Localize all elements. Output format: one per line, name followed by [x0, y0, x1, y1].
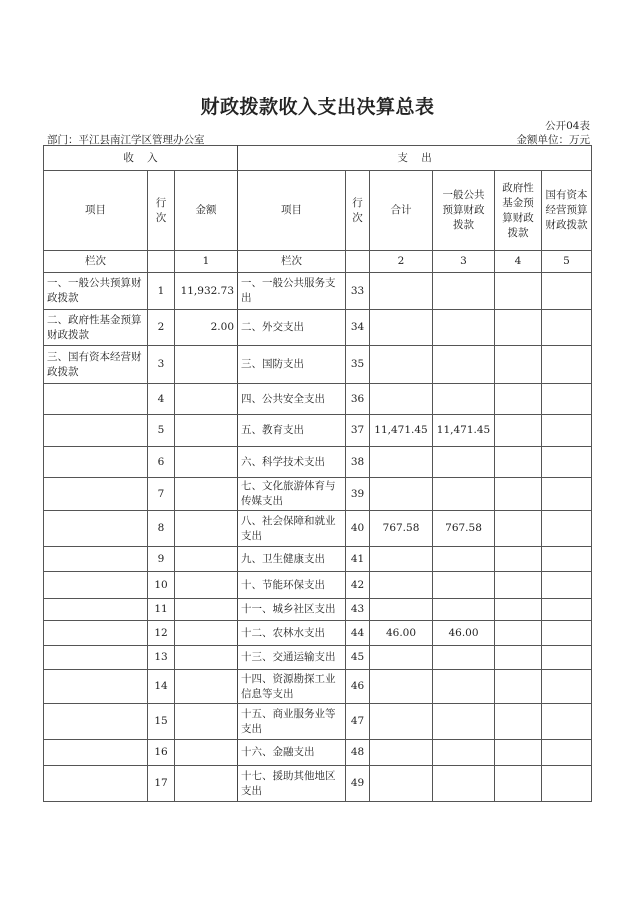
fund-cell	[495, 646, 542, 670]
income-item-cell: 一、一般公共预算财政拨款	[44, 273, 148, 310]
state-capital-cell	[542, 511, 592, 547]
income-item-cell	[44, 384, 148, 415]
state-capital-cell	[542, 384, 592, 415]
income-item-cell	[44, 511, 148, 547]
empty-cell	[148, 251, 175, 273]
income-item-cell	[44, 447, 148, 478]
state-capital-cell	[542, 646, 592, 670]
table-row	[44, 511, 592, 547]
table-row	[44, 766, 592, 802]
expense-item-cell: 十三、交通运输支出	[238, 646, 346, 670]
state-capital-cell	[542, 273, 592, 310]
expense-item-cell: 三、国防支出	[238, 346, 346, 384]
table-row	[44, 415, 592, 447]
fund-cell	[495, 547, 542, 572]
total-cell	[370, 670, 433, 704]
income-row-cell: 1	[148, 273, 175, 310]
total-cell	[370, 599, 433, 621]
state-capital-cell	[542, 447, 592, 478]
income-row-cell: 4	[148, 384, 175, 415]
fund-cell	[495, 415, 542, 447]
fund-cell	[495, 384, 542, 415]
general-cell	[433, 572, 495, 599]
general-cell	[433, 599, 495, 621]
expense-row-cell: 39	[346, 478, 370, 511]
total-cell	[370, 766, 433, 802]
income-row-cell: 17	[148, 766, 175, 802]
income-row-cell: 14	[148, 670, 175, 704]
general-cell	[433, 704, 495, 740]
table-row	[44, 310, 592, 346]
expense-item-cell: 十四、资源勘探工业信息等支出	[238, 670, 346, 704]
expense-item-cell: 六、科学技术支出	[238, 447, 346, 478]
general-cell	[433, 646, 495, 670]
fund-cell	[495, 447, 542, 478]
income-row-cell: 3	[148, 346, 175, 384]
income-row-cell: 9	[148, 547, 175, 572]
expense-row-cell: 41	[346, 547, 370, 572]
fund-cell	[495, 346, 542, 384]
general-cell	[433, 346, 495, 384]
income-item-cell	[44, 547, 148, 572]
expense-item-cell: 七、文化旅游体育与传媒支出	[238, 478, 346, 511]
state-capital-cell	[542, 670, 592, 704]
income-amount-header: 金额	[175, 171, 238, 251]
income-header: 收 入	[44, 146, 238, 171]
income-row-cell: 11	[148, 599, 175, 621]
general-cell: 767.58	[433, 511, 495, 547]
total-cell	[370, 384, 433, 415]
income-row-cell: 2	[148, 310, 175, 346]
general-cell	[433, 740, 495, 766]
income-amount-cell	[175, 740, 238, 766]
expense-item-cell: 十五、商业服务业等支出	[238, 704, 346, 740]
fund-index: 4	[495, 251, 542, 273]
income-amount-cell	[175, 599, 238, 621]
expense-item-cell: 十一、城乡社区支出	[238, 599, 346, 621]
expense-item-header: 项目	[238, 171, 346, 251]
income-row-cell: 7	[148, 478, 175, 511]
total-cell	[370, 310, 433, 346]
state-capital-cell	[542, 766, 592, 802]
department-label: 部门：平江县南江学区管理办公室	[47, 134, 205, 146]
income-amount-cell	[175, 447, 238, 478]
income-amount-cell	[175, 646, 238, 670]
fund-cell	[495, 599, 542, 621]
table-row	[44, 704, 592, 740]
income-row-cell: 16	[148, 740, 175, 766]
state-capital-cell	[542, 478, 592, 511]
general-cell	[433, 447, 495, 478]
table-row	[44, 621, 592, 646]
table-row	[44, 273, 592, 310]
expense-item-cell: 八、社会保障和就业支出	[238, 511, 346, 547]
total-cell: 767.58	[370, 511, 433, 547]
total-cell	[370, 572, 433, 599]
table-row	[44, 447, 592, 478]
section-header-row	[44, 146, 592, 171]
expense-row-cell: 45	[346, 646, 370, 670]
income-item-cell	[44, 478, 148, 511]
income-item-cell	[44, 646, 148, 670]
income-item-cell	[44, 621, 148, 646]
expense-row-header: 行次	[346, 171, 370, 251]
state-capital-cell	[542, 310, 592, 346]
table-row	[44, 346, 592, 384]
income-row-cell: 6	[148, 447, 175, 478]
expense-row-cell: 35	[346, 346, 370, 384]
total-cell	[370, 447, 433, 478]
table-row	[44, 572, 592, 599]
column-index-row	[44, 251, 592, 273]
income-row-cell: 5	[148, 415, 175, 447]
table-row	[44, 670, 592, 704]
page-title: 财政拨款收入支出决算总表	[200, 96, 435, 118]
state-capital-cell	[542, 572, 592, 599]
general-cell	[433, 478, 495, 511]
general-cell: 11,471.45	[433, 415, 495, 447]
fund-cell	[495, 572, 542, 599]
expense-row-cell: 43	[346, 599, 370, 621]
expense-item-cell: 十六、金融支出	[238, 740, 346, 766]
total-cell	[370, 547, 433, 572]
income-amount-cell: 11,932.73	[175, 273, 238, 310]
expense-header: 支 出	[238, 146, 592, 171]
expense-item-cell: 十二、农林水支出	[238, 621, 346, 646]
finance-table	[43, 145, 592, 802]
income-amount-cell: 2.00	[175, 310, 238, 346]
income-item-cell: 三、国有资本经营财政拨款	[44, 346, 148, 384]
table-row	[44, 599, 592, 621]
income-index-label: 栏次	[44, 251, 148, 273]
state-capital-cell	[542, 346, 592, 384]
expense-row-cell: 38	[346, 447, 370, 478]
total-cell	[370, 346, 433, 384]
income-amount-cell	[175, 621, 238, 646]
expense-row-cell: 49	[346, 766, 370, 802]
income-row-cell: 8	[148, 511, 175, 547]
expense-row-cell: 47	[346, 704, 370, 740]
income-amount-index: 1	[175, 251, 238, 273]
table-row	[44, 740, 592, 766]
total-cell	[370, 646, 433, 670]
expense-item-cell: 十、节能环保支出	[238, 572, 346, 599]
expense-row-cell: 44	[346, 621, 370, 646]
fund-cell	[495, 310, 542, 346]
expense-row-cell: 42	[346, 572, 370, 599]
state-capital-header: 国有资本经营预算财政拨款	[542, 171, 592, 251]
income-amount-cell	[175, 704, 238, 740]
expense-item-cell: 二、外交支出	[238, 310, 346, 346]
expense-item-cell: 五、教育支出	[238, 415, 346, 447]
general-cell	[433, 273, 495, 310]
income-amount-cell	[175, 346, 238, 384]
income-amount-cell	[175, 384, 238, 415]
income-item-cell	[44, 415, 148, 447]
expense-item-cell: 九、卫生健康支出	[238, 547, 346, 572]
fund-header: 政府性基金预算财政拨款	[495, 171, 542, 251]
state-capital-cell	[542, 740, 592, 766]
income-row-cell: 13	[148, 646, 175, 670]
income-amount-cell	[175, 547, 238, 572]
fund-cell	[495, 740, 542, 766]
income-row-cell: 10	[148, 572, 175, 599]
expense-row-cell: 33	[346, 273, 370, 310]
income-amount-cell	[175, 572, 238, 599]
income-item-cell	[44, 704, 148, 740]
total-index: 2	[370, 251, 433, 273]
fund-cell	[495, 511, 542, 547]
state-capital-cell	[542, 704, 592, 740]
expense-item-cell: 一、一般公共服务支出	[238, 273, 346, 310]
expense-row-cell: 48	[346, 740, 370, 766]
general-header: 一般公共预算财政拨款	[433, 171, 495, 251]
expense-item-cell: 十七、援助其他地区支出	[238, 766, 346, 802]
total-cell	[370, 704, 433, 740]
general-cell: 46.00	[433, 621, 495, 646]
expense-row-cell: 46	[346, 670, 370, 704]
income-item-cell	[44, 599, 148, 621]
general-cell	[433, 384, 495, 415]
income-amount-cell	[175, 766, 238, 802]
state-capital-cell	[542, 547, 592, 572]
general-cell	[433, 310, 495, 346]
expense-item-cell: 四、公共安全支出	[238, 384, 346, 415]
income-item-cell	[44, 766, 148, 802]
total-cell: 46.00	[370, 621, 433, 646]
expense-row-cell: 34	[346, 310, 370, 346]
general-cell	[433, 766, 495, 802]
column-header-row	[44, 171, 592, 251]
expense-row-cell: 36	[346, 384, 370, 415]
fund-cell	[495, 478, 542, 511]
total-cell	[370, 740, 433, 766]
empty-cell	[346, 251, 370, 273]
income-item-cell	[44, 572, 148, 599]
income-amount-cell	[175, 511, 238, 547]
fund-cell	[495, 273, 542, 310]
fund-cell	[495, 704, 542, 740]
income-item-header: 项目	[44, 171, 148, 251]
total-cell	[370, 273, 433, 310]
income-row-cell: 12	[148, 621, 175, 646]
general-cell	[433, 547, 495, 572]
general-cell	[433, 670, 495, 704]
income-amount-cell	[175, 670, 238, 704]
unit-label: 金额单位：万元	[516, 134, 590, 146]
total-header: 合计	[370, 171, 433, 251]
expense-index-label: 栏次	[238, 251, 346, 273]
table-row	[44, 384, 592, 415]
state-capital-index: 5	[542, 251, 592, 273]
table-row	[44, 478, 592, 511]
total-cell	[370, 478, 433, 511]
income-amount-cell	[175, 478, 238, 511]
income-item-cell	[44, 670, 148, 704]
income-row-header: 行次	[148, 171, 175, 251]
fund-cell	[495, 670, 542, 704]
income-row-cell: 15	[148, 704, 175, 740]
state-capital-cell	[542, 621, 592, 646]
table-row	[44, 547, 592, 572]
form-code: 公开04表	[545, 120, 590, 132]
general-index: 3	[433, 251, 495, 273]
state-capital-cell	[542, 599, 592, 621]
expense-row-cell: 40	[346, 511, 370, 547]
fund-cell	[495, 621, 542, 646]
income-amount-cell	[175, 415, 238, 447]
table-row	[44, 646, 592, 670]
total-cell: 11,471.45	[370, 415, 433, 447]
fund-cell	[495, 766, 542, 802]
income-item-cell	[44, 740, 148, 766]
income-item-cell: 二、政府性基金预算财政拨款	[44, 310, 148, 346]
state-capital-cell	[542, 415, 592, 447]
expense-row-cell: 37	[346, 415, 370, 447]
